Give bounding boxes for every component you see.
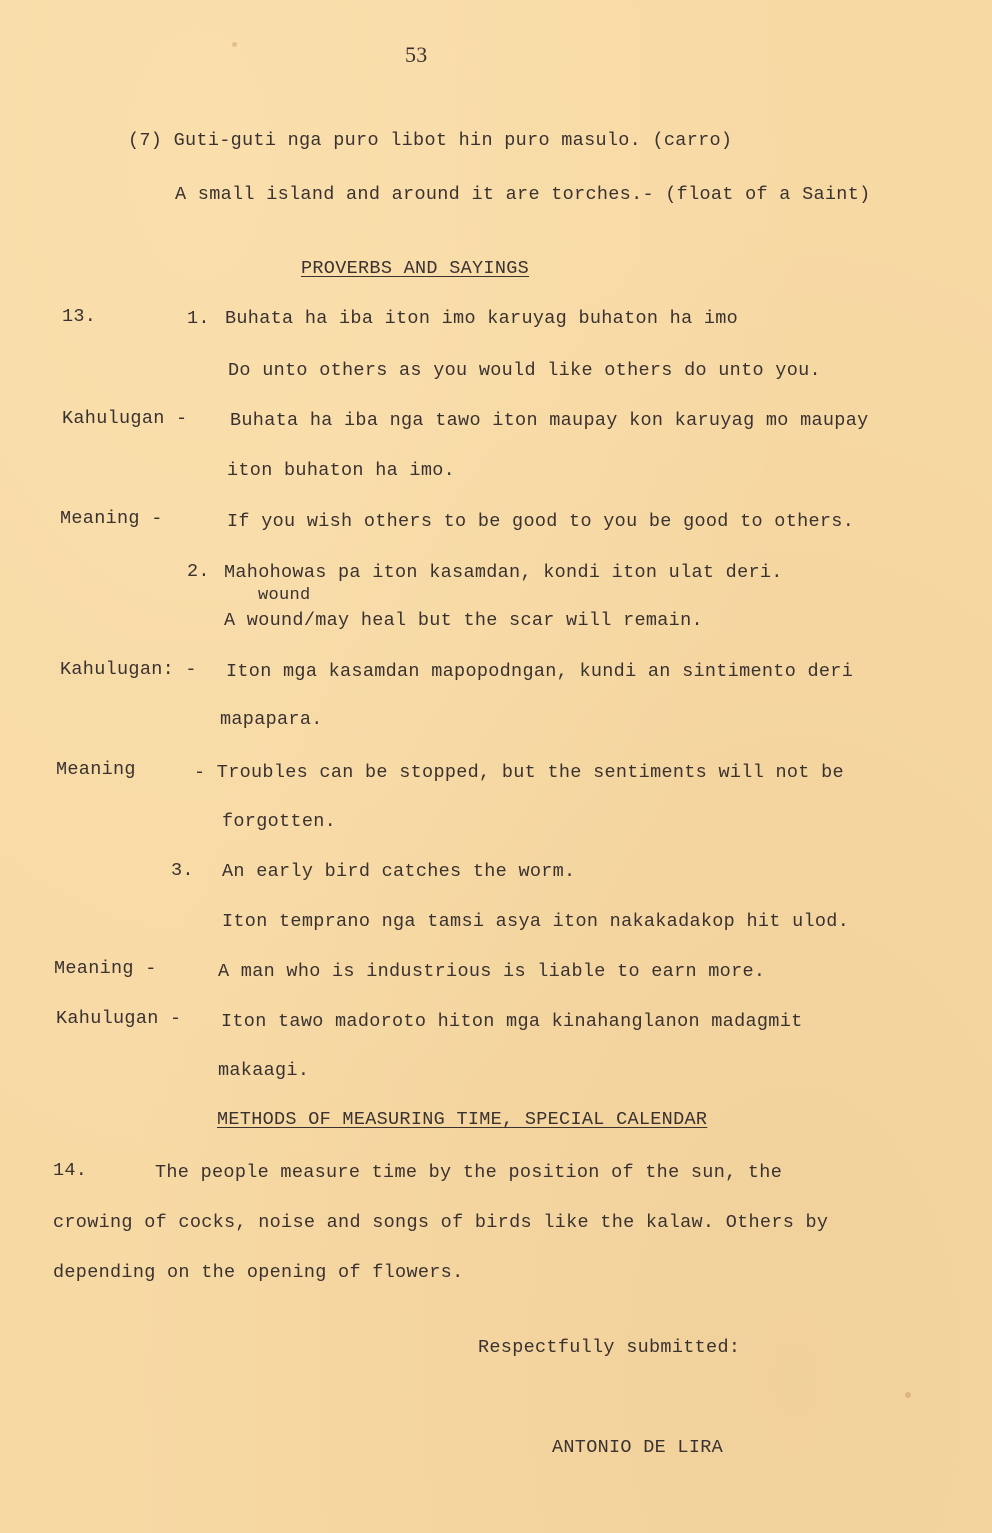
riddle-line-1: (7) Guti-guti nga puro libot hin puro masulo. (carro) <box>128 130 733 151</box>
proverb-2-insertion: wound <box>258 586 311 605</box>
proverb-3-meaning: A man who is industrious is liable to earn more. <box>218 961 766 982</box>
proverb-2-meaning-line-2: forgotten. <box>222 811 337 832</box>
proverb-3-kahulugan-line-1: Iton tawo madoroto hiton mga kinahanglanon madagmit <box>221 1011 803 1032</box>
proverb-1-kahulugan-line-2: iton buhaton ha imo. <box>227 460 456 481</box>
section-number-13: 13. <box>62 306 97 327</box>
proverb-2-number: 2. <box>187 561 210 582</box>
methods-line-1: The people measure time by the position of the sun, the <box>155 1162 783 1183</box>
proverb-3-number: 3. <box>171 860 194 881</box>
paper-blemish <box>905 1392 911 1398</box>
proverb-2-text: Mahohowas pa iton kasamdan, kondi iton ulat deri. <box>224 562 783 583</box>
proverb-2-kahulugan-label: Kahulugan: - <box>60 659 197 680</box>
proverb-1-meaning: If you wish others to be good to you be good to others. <box>227 511 855 532</box>
proverb-1-kahulugan-label: Kahulugan - <box>62 408 188 429</box>
proverb-1-meaning-label: Meaning - <box>60 508 163 529</box>
proverb-1-number: 1. <box>187 308 210 329</box>
page-number: 53 <box>405 42 428 67</box>
paper-blemish <box>232 42 237 47</box>
proverb-2-kahulugan-line-2: mapapara. <box>220 709 323 730</box>
methods-line-2: crowing of cocks, noise and songs of birds like the kalaw. Others by <box>53 1212 829 1233</box>
section-heading-proverbs: PROVERBS AND SAYINGS <box>301 258 530 279</box>
section-number-14: 14. <box>53 1160 88 1181</box>
proverb-1-kahulugan-line-1: Buhata ha iba nga tawo iton maupay kon karuyag mo maupay <box>230 410 869 431</box>
methods-line-3: depending on the opening of flowers. <box>53 1262 464 1283</box>
proverb-3-meaning-label: Meaning - <box>54 958 157 979</box>
proverb-2-meaning-label: Meaning <box>56 759 136 780</box>
proverb-1-text: Buhata ha iba iton imo karuyag buhaton ha imo <box>225 308 739 329</box>
proverb-2-translation: A wound/may heal but the scar will remain. <box>224 610 703 631</box>
closing-text: Respectfully submitted: <box>478 1337 741 1358</box>
proverb-3-translation: Iton temprano nga tamsi asya iton nakakadakop hit ulod. <box>222 911 850 932</box>
signature: ANTONIO DE LIRA <box>552 1437 724 1458</box>
proverb-1-translation: Do unto others as you would like others do unto you. <box>228 360 821 381</box>
riddle-line-2: A small island and around it are torches.- (float of a Saint) <box>175 184 871 205</box>
proverb-3-kahulugan-label: Kahulugan - <box>56 1008 182 1029</box>
proverb-2-kahulugan-line-1: Iton mga kasamdan mapopodngan, kundi an sintimento deri <box>226 661 854 682</box>
proverb-2-meaning-line-1: - Troubles can be stopped, but the sentiments will not be <box>194 762 844 783</box>
proverb-3-kahulugan-line-2: makaagi. <box>218 1060 310 1081</box>
proverb-3-text: An early bird catches the worm. <box>222 861 576 882</box>
section-heading-methods: METHODS OF MEASURING TIME, SPECIAL CALENDAR <box>217 1109 708 1130</box>
